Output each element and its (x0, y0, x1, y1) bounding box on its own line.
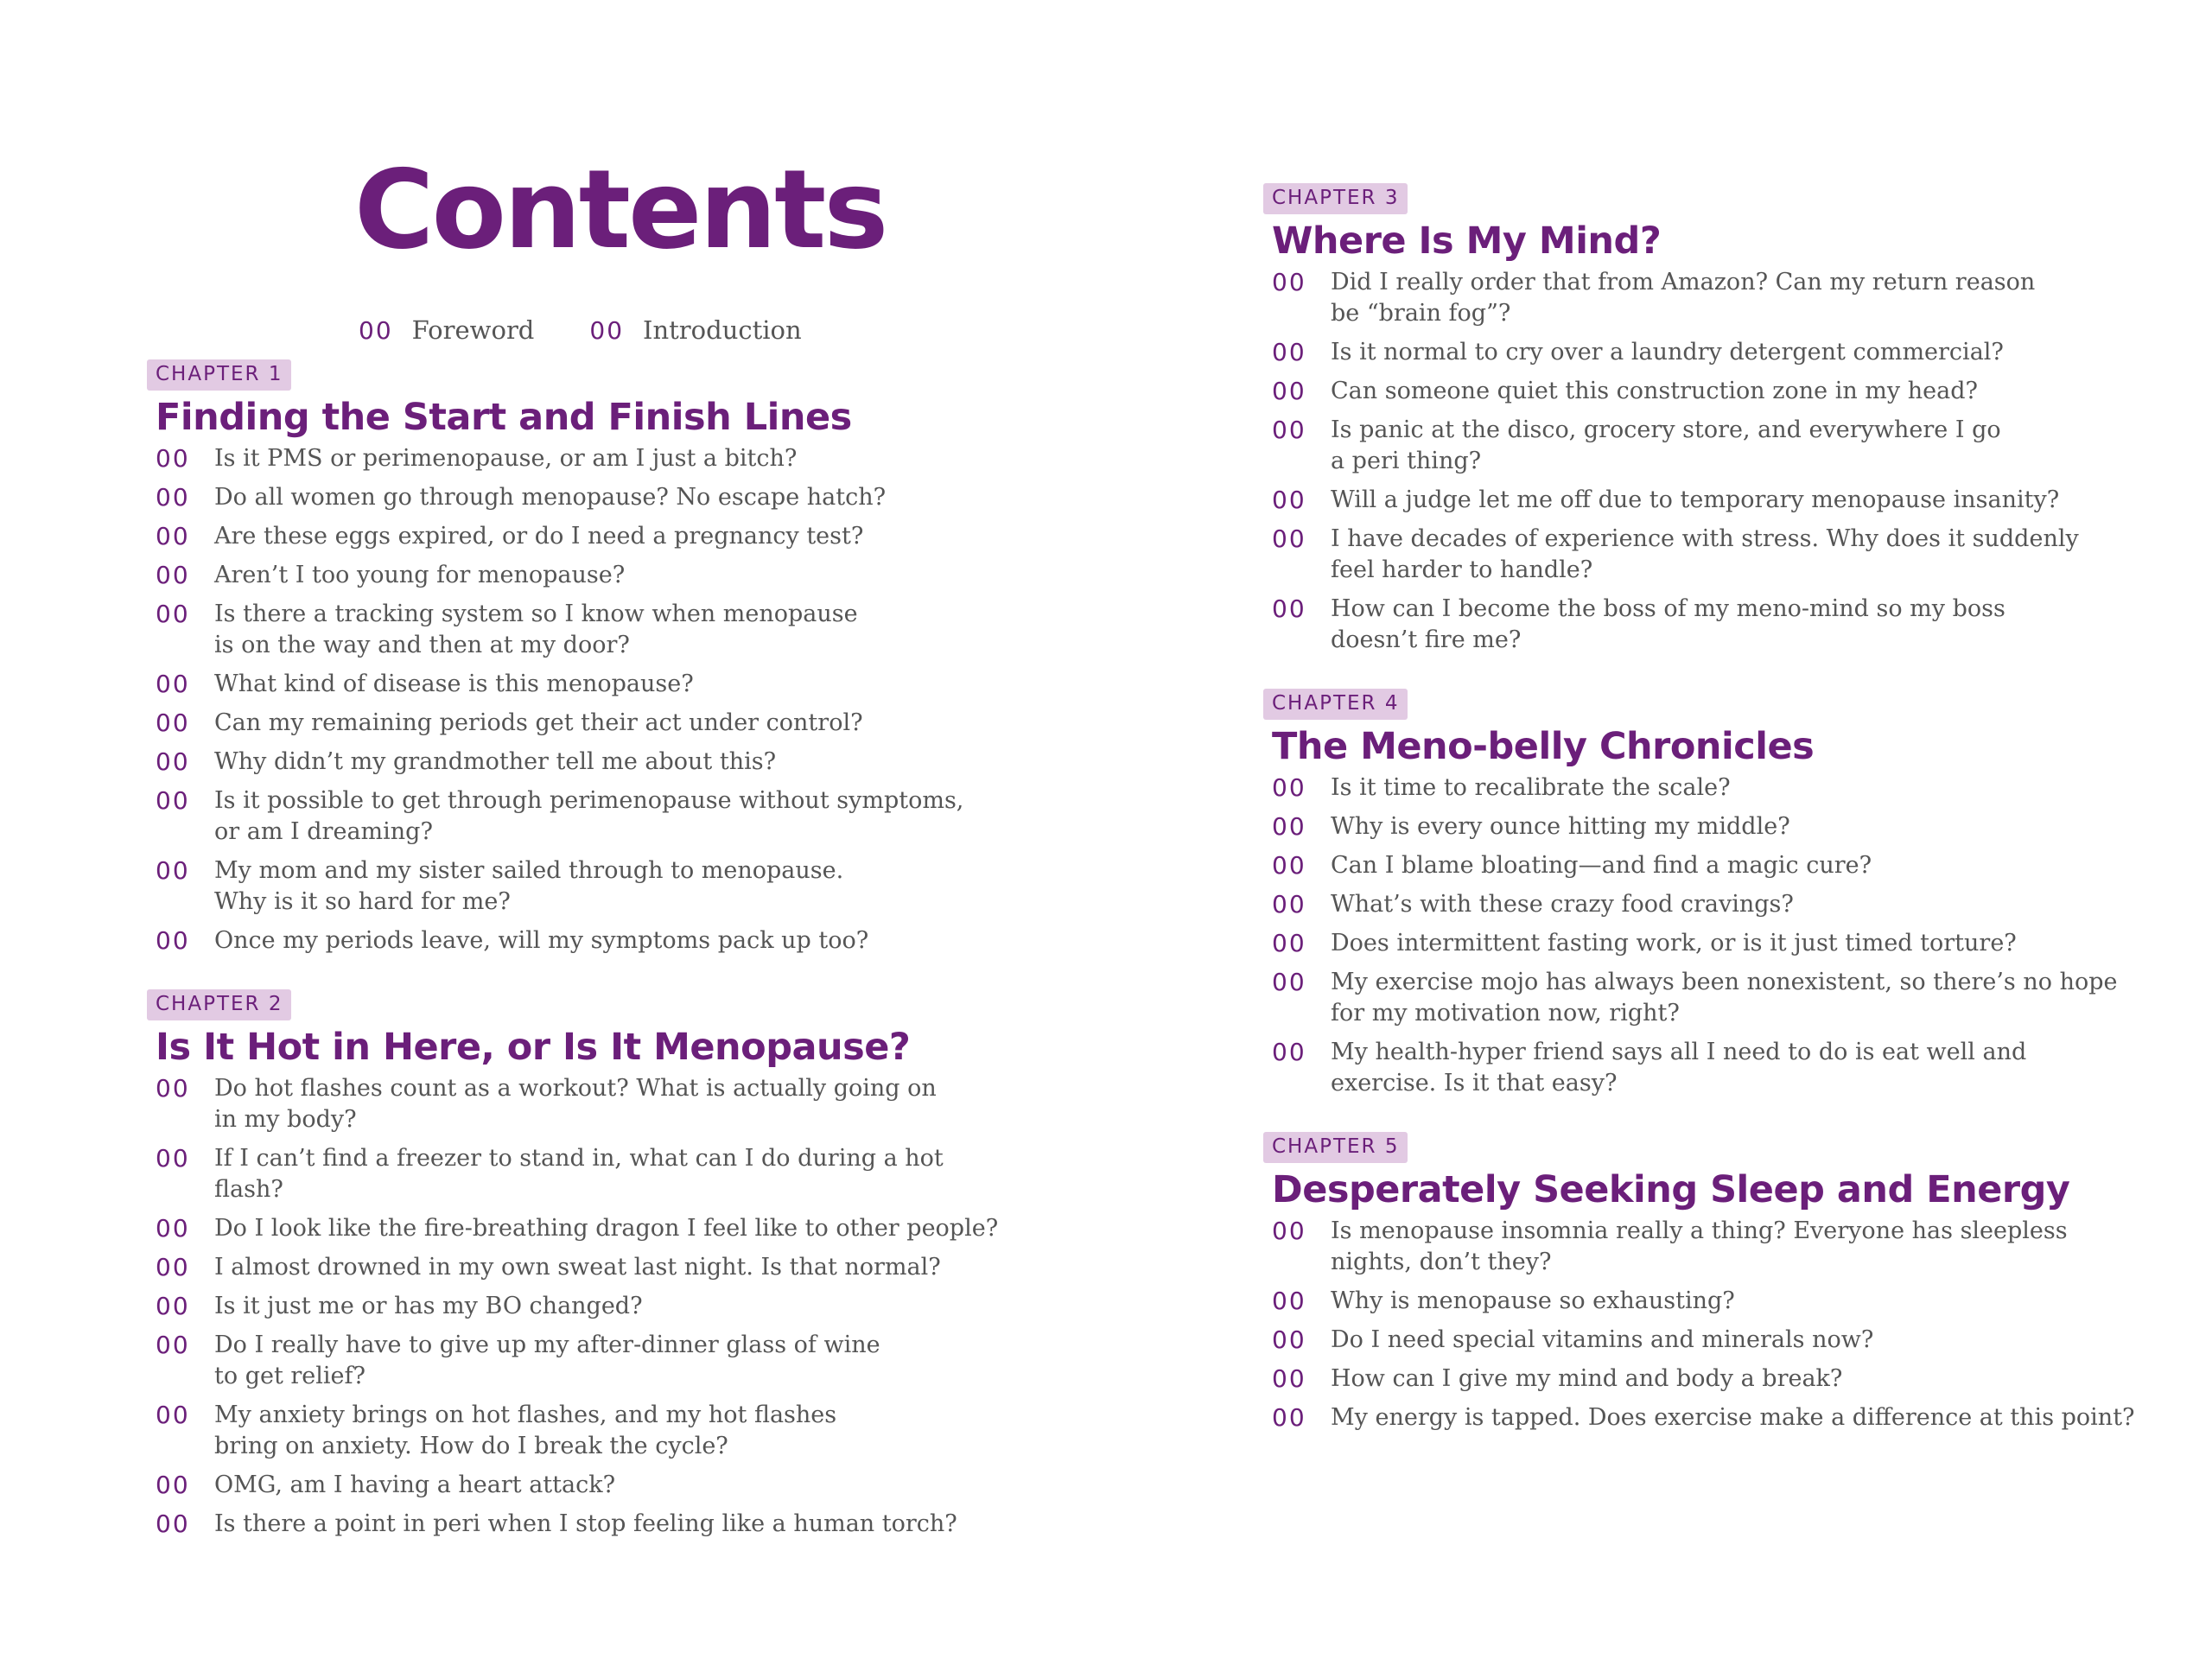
entry-list (147, 443, 1011, 957)
chapter-title[interactable]: Desperately Seeking Sleep and Energy (1272, 1168, 2070, 1211)
entry-title: Will a judge let me off due to temporary menopause insanity? (1331, 486, 2060, 513)
front-matter-item-foreword[interactable] (359, 315, 534, 345)
entry-title: How can I become the boss of my meno-mind so my boss doesn’t fire me? (1331, 595, 2005, 653)
entry-title: Why is menopause so exhausting? (1331, 1287, 1735, 1314)
entry-title: Is it just me or has my BO changed? (214, 1293, 643, 1319)
entry-title: Why didn’t my grandmother tell me about this? (214, 748, 777, 775)
front-matter (359, 309, 802, 351)
toc-entry[interactable] (156, 708, 1011, 739)
page-number: 00 (1272, 1364, 1306, 1393)
toc-entry[interactable] (156, 1470, 1011, 1501)
page-number: 00 (156, 1253, 190, 1281)
toc-entry[interactable] (1272, 928, 2162, 959)
entry-title: Is it time to recalibrate the scale? (1331, 774, 1731, 801)
page-number: 00 (1272, 890, 1306, 918)
toc-entry[interactable] (156, 669, 1011, 700)
entry-title: How can I give my mind and body a break? (1331, 1365, 1843, 1392)
page-number: 00 (156, 1471, 190, 1499)
page-number: 00 (156, 709, 190, 737)
page-number: 00 (1272, 268, 1306, 296)
toc-entry[interactable] (1272, 1037, 2162, 1099)
entry-title: My exercise mojo has always been nonexistent, so there’s no hope for my motivation now, right? (1331, 969, 2118, 1027)
toc-entry[interactable] (1272, 1363, 2162, 1395)
toc-entry[interactable] (156, 1143, 1011, 1205)
page-number: 00 (589, 315, 625, 345)
page-number: 00 (1272, 929, 1306, 957)
entry-title: Do all women go through menopause? No escape hatch? (214, 484, 887, 511)
page-number: 00 (156, 1214, 190, 1243)
toc-entry[interactable] (156, 785, 1011, 848)
entry-title: Why is every ounce hitting my middle? (1331, 813, 1790, 840)
entry-list (1263, 772, 2162, 1099)
page-number: 00 (156, 747, 190, 776)
toc-entry[interactable] (1272, 594, 2162, 656)
front-matter-item-introduction[interactable] (589, 315, 801, 345)
toc-entry[interactable] (1272, 889, 2162, 920)
page-number: 00 (1272, 1038, 1306, 1066)
entry-title: What kind of disease is this menopause? (214, 671, 694, 697)
page-number: 00 (156, 856, 190, 885)
toc-entry[interactable] (1272, 267, 2162, 329)
entry-title: Is it PMS or perimenopause, or am I just a bitch? (214, 445, 798, 472)
toc-entry[interactable] (1272, 485, 2162, 516)
chapter-section (1263, 1132, 2162, 1433)
entry-title: Is it possible to get through perimenopause without symptoms, or am I dreaming? (214, 787, 964, 845)
page-number: 00 (1272, 338, 1306, 366)
page-number: 00 (1272, 1287, 1306, 1315)
front-matter-label: Foreword (411, 315, 535, 345)
page-title: Contents (354, 146, 887, 273)
page-number: 00 (156, 786, 190, 815)
toc-entry[interactable] (1272, 1286, 2162, 1317)
toc-entry[interactable] (1272, 967, 2162, 1029)
page-number: 00 (1272, 1403, 1306, 1432)
chapter-title[interactable]: Finding the Start and Finish Lines (156, 396, 852, 439)
page-number: 00 (359, 315, 393, 345)
page-number: 00 (156, 926, 190, 955)
entry-title: Does intermittent fasting work, or is it just timed torture? (1331, 930, 2017, 957)
entry-title: I almost drowned in my own sweat last night. Is that normal? (214, 1254, 941, 1281)
entry-list (1263, 267, 2162, 656)
toc-entry[interactable] (156, 1330, 1011, 1392)
page-number: 00 (1272, 851, 1306, 880)
chapter-label: CHAPTER 1 (147, 359, 291, 391)
entry-title: Are these eggs expired, or do I need a pregnancy test? (214, 523, 864, 550)
page-number: 00 (1272, 524, 1306, 553)
toc-entry[interactable] (156, 599, 1011, 661)
toc-entry[interactable] (156, 521, 1011, 552)
entry-title: Aren’t I too young for menopause? (214, 562, 626, 588)
page-number: 00 (156, 483, 190, 512)
entry-title: Do I need special vitamins and minerals now? (1331, 1326, 1874, 1353)
toc-column-right (1263, 183, 2162, 1466)
toc-entry[interactable] (156, 925, 1011, 957)
chapter-section (147, 989, 1011, 1540)
toc-entry[interactable] (1272, 1216, 2162, 1278)
entry-title: My mom and my sister sailed through to menopause. Why is it so hard for me? (214, 857, 844, 915)
page-number: 00 (1272, 773, 1306, 802)
toc-entry[interactable] (1272, 1402, 2162, 1433)
page-number: 00 (156, 670, 190, 698)
toc-column-left (147, 359, 1011, 1573)
entry-list (1263, 1216, 2162, 1433)
chapter-title[interactable]: Where Is My Mind? (1272, 219, 1662, 263)
page-number: 00 (156, 1144, 190, 1173)
page-number: 00 (1272, 486, 1306, 514)
page-number: 00 (156, 1074, 190, 1103)
entry-title: Can my remaining periods get their act under control? (214, 709, 863, 736)
toc-entry[interactable] (1272, 850, 2162, 881)
toc-entry[interactable] (156, 1400, 1011, 1462)
chapter-section (1263, 183, 2162, 656)
page-number: 00 (1272, 968, 1306, 996)
page-number: 00 (156, 561, 190, 589)
entry-title: OMG, am I having a heart attack? (214, 1471, 616, 1498)
entry-title: I have decades of experience with stress. Why does it suddenly feel harder to handle? (1331, 525, 2079, 583)
entry-title: My health-hyper friend says all I need to do is eat well and exercise. Is it that easy? (1331, 1039, 2027, 1096)
page-number: 00 (1272, 377, 1306, 405)
entry-title: Do I look like the fire-breathing dragon I feel like to other people? (214, 1215, 999, 1242)
entry-title: Once my periods leave, will my symptoms pack up too? (214, 927, 869, 954)
entry-title: Is menopause insomnia really a thing? Everyone has sleepless nights, don’t they? (1331, 1217, 2068, 1275)
entry-title: Can I blame bloating—and find a magic cure? (1331, 852, 1872, 879)
toc-entry[interactable] (1272, 1325, 2162, 1356)
entry-title: Is there a tracking system so I know when menopause is on the way and then at my door? (214, 601, 858, 658)
entry-title: Can someone quiet this construction zone in my head? (1331, 378, 1978, 404)
page-number: 00 (156, 522, 190, 550)
page-number: 00 (156, 444, 190, 473)
toc-entry[interactable] (1272, 524, 2162, 586)
page-number: 00 (1272, 1325, 1306, 1354)
chapter-section (1263, 689, 2162, 1099)
toc-entry[interactable] (1272, 415, 2162, 477)
entry-title: My energy is tapped. Does exercise make a difference at this point? (1331, 1404, 2135, 1431)
entry-title: Do I really have to give up my after-dinner glass of wine to get relief? (214, 1332, 880, 1389)
entry-title: My anxiety brings on hot flashes, and my hot flashes bring on anxiety. How do I break the cycle? (214, 1402, 837, 1459)
toc-entry[interactable] (156, 1073, 1011, 1135)
toc-entry[interactable] (156, 855, 1011, 918)
toc-entry[interactable] (156, 1291, 1011, 1322)
entry-title: Do hot flashes count as a workout? What is actually going on in my body? (214, 1075, 937, 1133)
chapter-label: CHAPTER 2 (147, 989, 291, 1020)
front-matter-label: Introduction (643, 315, 802, 345)
toc-entry[interactable] (156, 1509, 1011, 1540)
page-number: 00 (156, 1401, 190, 1429)
page-number: 00 (156, 600, 190, 628)
toc-entry[interactable] (156, 443, 1011, 474)
toc-entry[interactable] (156, 482, 1011, 513)
toc-entry[interactable] (156, 560, 1011, 591)
entry-title: Did I really order that from Amazon? Can my return reason be “brain fog”? (1331, 269, 2036, 327)
page-number: 00 (156, 1292, 190, 1320)
page-number: 00 (1272, 594, 1306, 623)
page-number: 00 (156, 1331, 190, 1359)
toc-entry[interactable] (156, 1213, 1011, 1244)
page-number: 00 (1272, 416, 1306, 444)
toc-entry[interactable] (1272, 376, 2162, 407)
entry-title: Is panic at the disco, grocery store, and everywhere I go a peri thing? (1331, 416, 2001, 474)
chapter-label: CHAPTER 4 (1263, 689, 1408, 720)
chapter-title[interactable]: Is It Hot in Here, or Is It Menopause? (156, 1026, 911, 1069)
entry-list (147, 1073, 1011, 1540)
page-number: 00 (1272, 812, 1306, 841)
toc-entry[interactable] (1272, 337, 2162, 368)
entry-title: What’s with these crazy food cravings? (1331, 891, 1794, 918)
chapter-title[interactable]: The Meno-belly Chronicles (1272, 725, 1815, 768)
chapter-label: CHAPTER 5 (1263, 1132, 1408, 1163)
entry-title: If I can’t find a freezer to stand in, what can I do during a hot flash? (214, 1145, 944, 1203)
entry-title: Is there a point in peri when I stop feeling like a human torch? (214, 1510, 957, 1537)
page-number: 00 (156, 1510, 190, 1538)
toc-entry[interactable] (156, 1252, 1011, 1283)
toc-entry[interactable] (1272, 811, 2162, 842)
chapter-label: CHAPTER 3 (1263, 183, 1408, 214)
entry-title: Is it normal to cry over a laundry detergent commercial? (1331, 339, 2004, 365)
toc-entry[interactable] (1272, 772, 2162, 804)
toc-entry[interactable] (156, 747, 1011, 778)
chapter-section (147, 359, 1011, 957)
page-number: 00 (1272, 1217, 1306, 1245)
